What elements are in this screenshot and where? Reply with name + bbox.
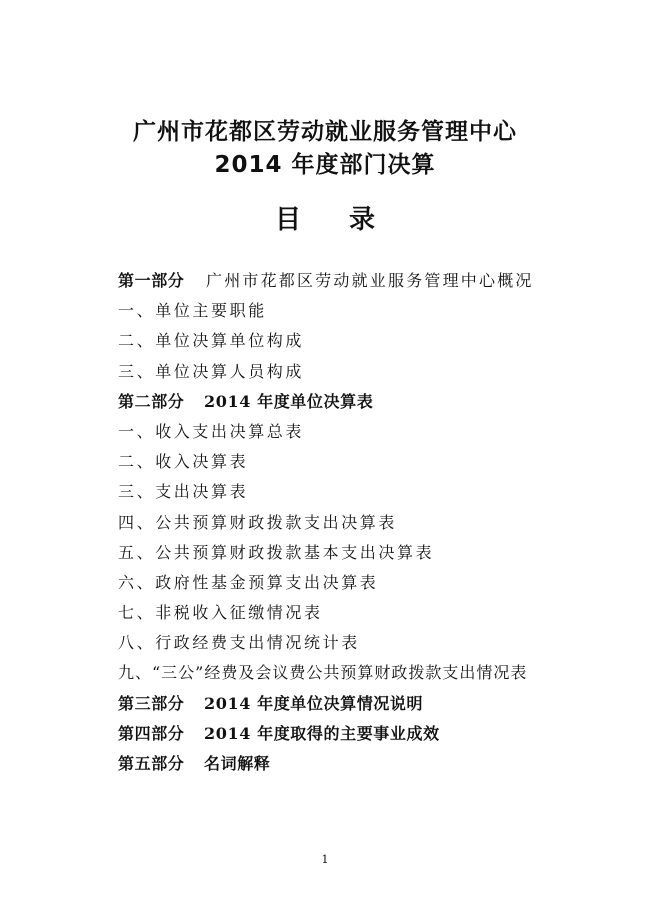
toc-item-2-9[interactable]: 九、“三公”经费及会议费公共预算财政拨款支出情况表 [118, 663, 528, 683]
toc-part-title: 2014 年度单位决算情况说明 [204, 693, 424, 713]
toc-heading: 目录 [274, 205, 423, 235]
toc-part-4[interactable] [118, 719, 638, 749]
toc-part-title: 广州市花都区劳动就业服务管理中心概况 [206, 271, 534, 290]
page-number: 1 [321, 853, 329, 866]
toc-part-label: 第二部分 [118, 391, 185, 411]
toc-item-2-1[interactable]: 一、收入支出决算总表 [118, 421, 305, 441]
toc-part-3[interactable] [118, 689, 638, 719]
toc-part-title: 名词解释 [204, 754, 271, 773]
toc-item-2-7[interactable]: 七、非税收入征缴情况表 [118, 603, 323, 623]
toc-part-label: 第四部分 [118, 723, 185, 743]
toc-part-label: 第五部分 [118, 754, 185, 773]
toc-part-label: 第三部分 [118, 693, 185, 713]
toc-item-2-6[interactable]: 六、政府性基金预算支出决算表 [118, 572, 379, 592]
toc-part-title: 2014 年度单位决算表 [204, 391, 374, 411]
toc-part-2[interactable] [118, 387, 638, 417]
toc-part-title: 2014 年度取得的主要事业成效 [204, 723, 440, 743]
toc-item-1-3[interactable]: 三、单位决算人员构成 [118, 361, 305, 381]
table-of-contents [118, 266, 638, 779]
document-title: 广州市花都区劳动就业服务管理中心 [133, 119, 517, 145]
toc-part-5[interactable] [118, 749, 638, 779]
toc-item-2-8[interactable]: 八、行政经费支出情况统计表 [118, 633, 360, 653]
toc-item-2-3[interactable]: 三、支出决算表 [118, 482, 249, 502]
toc-part-1[interactable] [118, 266, 638, 296]
toc-item-1-1[interactable]: 一、单位主要职能 [118, 301, 267, 321]
toc-item-2-4[interactable]: 四、公共预算财政拨款支出决算表 [118, 512, 398, 532]
toc-part-label: 第一部分 [118, 271, 185, 290]
toc-item-2-5[interactable]: 五、公共预算财政拨款基本支出决算表 [118, 542, 435, 562]
document-subtitle: 2014 年度部门决算 [214, 152, 436, 178]
toc-item-2-2[interactable]: 二、收入决算表 [118, 452, 249, 472]
toc-item-1-2[interactable]: 二、单位决算单位构成 [118, 331, 305, 351]
